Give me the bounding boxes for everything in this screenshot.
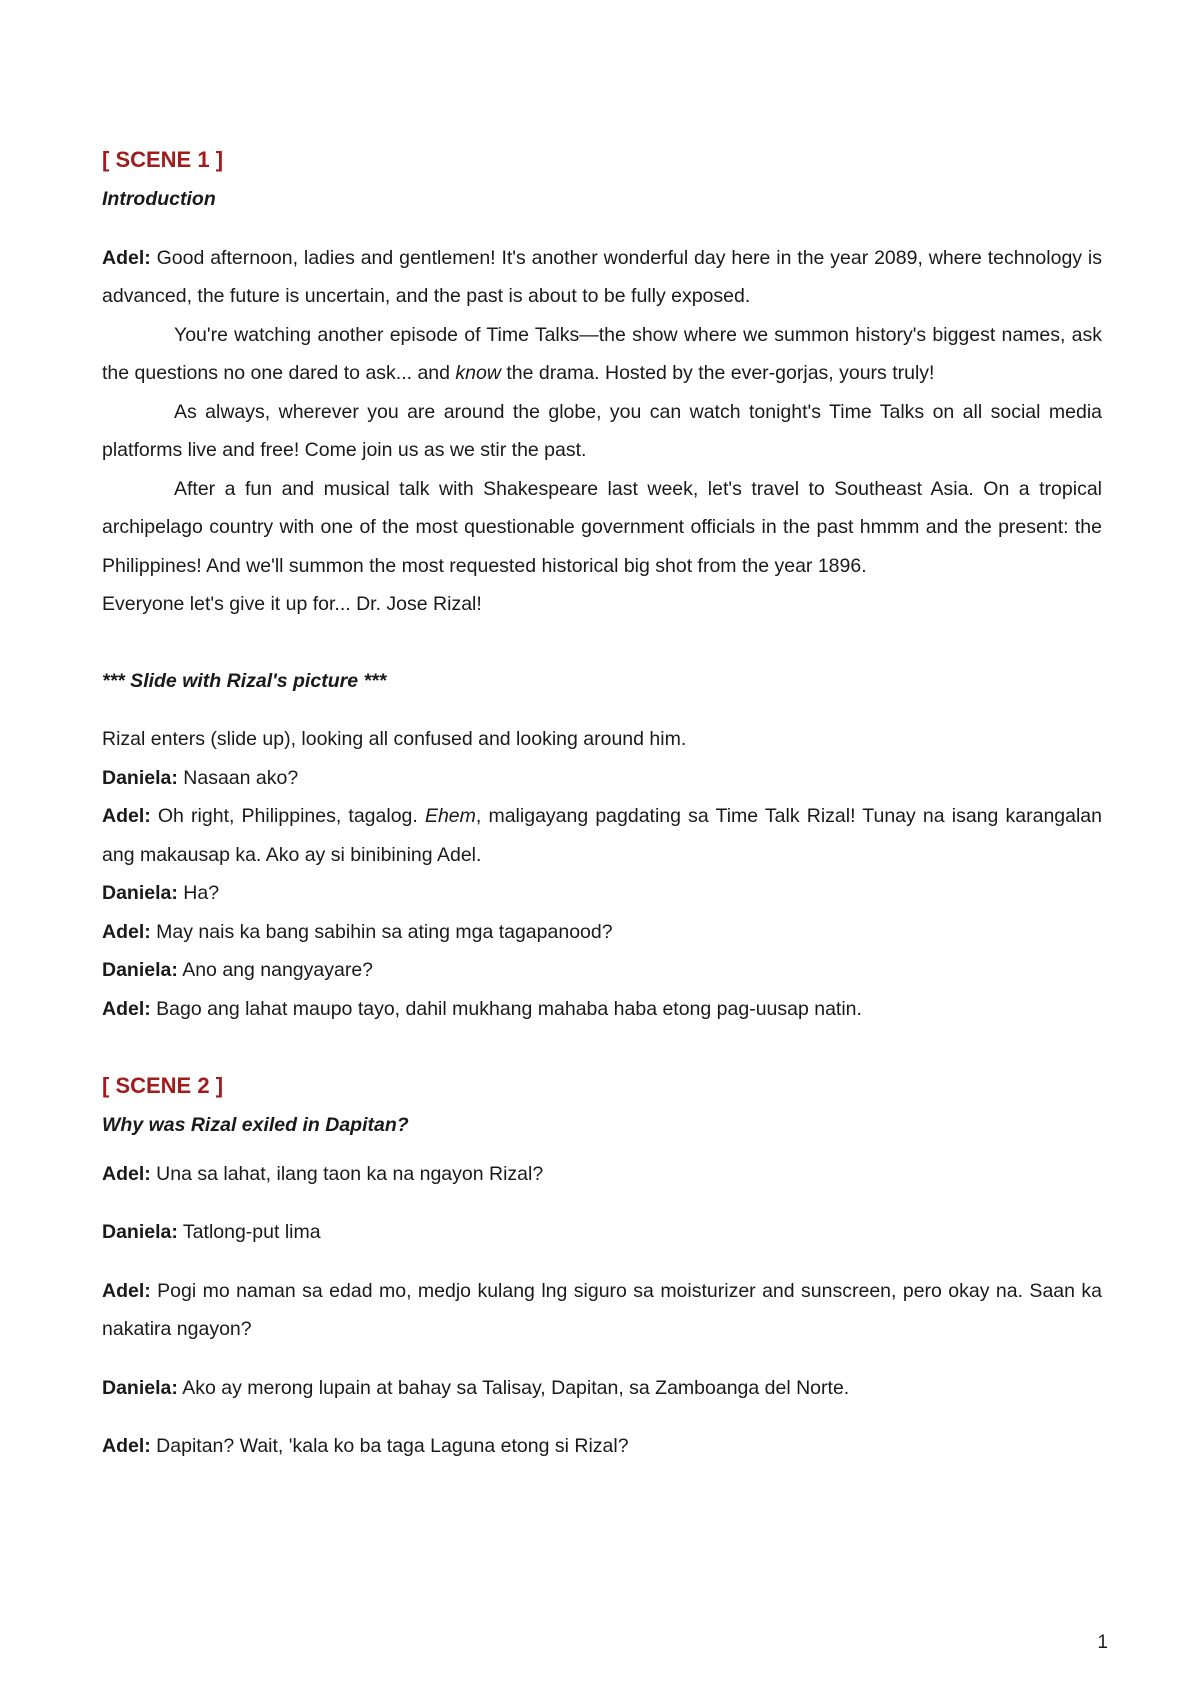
intro-paragraph-4: After a fun and musical talk with Shakespeare last week, let's travel to Southeast Asia. On a tropical archipelago country with one of the most questionable government officials in the past hmmm and the present: the Philippines! And we'll summon the most requested historical big shot from the year 1896.: [102, 477, 1102, 577]
emphasis-text: Ehem: [424, 805, 476, 827]
dialogue-line: [102, 874, 1102, 913]
dialogue-line: [102, 1155, 1102, 1194]
scene-1-heading: [ SCENE 1 ]: [102, 147, 224, 172]
dialogue-line: [102, 913, 1102, 952]
dialogue-text: Bago ang lahat maupo tayo, dahil mukhang mahaba haba etong pag-uusap natin.: [150, 997, 862, 1020]
spacer: [102, 624, 1102, 662]
scene-2-subtitle: Why was Rizal exiled in Dapitan?: [102, 1114, 409, 1136]
speaker-label: Daniela:: [102, 766, 178, 789]
dialogue-line: [102, 990, 1102, 1029]
dialogue-line: [102, 1272, 1102, 1349]
spacer: [102, 1145, 1102, 1155]
dialogue-line: [102, 759, 1102, 798]
dialogue-text: Nasaan ako?: [177, 766, 299, 789]
dialogue-text: , maligayang pagdating sa Time Talk Rizal! Tunay na isang karangalan ang makausap ka. Ako ay si binibining Adel.: [102, 805, 1102, 866]
dialogue-text: Ako ay merong lupain at bahay sa Talisay, Dapitan, sa Zamboanga del Norte.: [177, 1376, 850, 1399]
spacer: [102, 1349, 1102, 1369]
dialogue-text: May nais ka bang sabihin sa ating mga tagapanood?: [150, 920, 613, 943]
scene-2-heading: [ SCENE 2 ]: [102, 1073, 224, 1098]
speaker-label: Adel:: [102, 246, 151, 269]
paragraph-text: the drama. Hosted by the ever-gorjas, yours truly!: [500, 362, 935, 384]
dialogue-text: Ha?: [177, 882, 220, 904]
spacer: [102, 700, 1102, 720]
spacer: [102, 1252, 1102, 1272]
dialogue-text: Ano ang nangyayare?: [177, 959, 374, 981]
speaker-label: Adel:: [102, 805, 151, 827]
intro-paragraph: [102, 239, 1102, 316]
speaker-label: Adel:: [102, 920, 151, 943]
dialogue-text: Dapitan? Wait, 'kala ko ba taga Laguna etong si Rizal?: [150, 1435, 629, 1457]
spacer: [102, 219, 1102, 239]
speaker-label: Daniela:: [102, 959, 178, 981]
scene-1-subtitle: Introduction: [102, 188, 216, 210]
spacer: [102, 1407, 1102, 1427]
spacer: [102, 1193, 1102, 1213]
speaker-label: Daniela:: [102, 1376, 178, 1399]
dialogue-text: Una sa lahat, ilang taon ka na ngayon Rizal?: [150, 1162, 544, 1185]
dialogue-line: [102, 797, 1102, 874]
dialogue-text: Oh right, Philippines, tagalog.: [150, 805, 425, 827]
slide-note: *** Slide with Rizal's picture ***: [102, 669, 387, 692]
speaker-label: Daniela:: [102, 1221, 178, 1243]
speaker-label: Adel:: [102, 997, 151, 1020]
dialogue-text: Tatlong-put lima: [177, 1221, 321, 1243]
spacer: [102, 1028, 1102, 1066]
dialogue-line: [102, 951, 1102, 990]
speaker-label: Adel:: [102, 1162, 151, 1185]
stage-direction: Rizal enters (slide up), looking all confused and looking around him.: [102, 728, 687, 750]
dialogue-line: [102, 1369, 1102, 1408]
speaker-label: Adel:: [102, 1279, 151, 1302]
dialogue-text: Good afternoon, ladies and gentlemen! It's another wonderful day here in the year 2089, where technology is advanced, the future is uncertain, and the past is about to be fully exposed.: [102, 246, 1102, 307]
dialogue-line: [102, 1213, 1102, 1252]
speaker-label: Adel:: [102, 1435, 151, 1457]
page-number: 1: [1097, 1632, 1108, 1653]
intro-paragraph-3: As always, wherever you are around the globe, you can watch tonight's Time Talks on all social media platforms live and free! Come join us as we stir the past.: [102, 400, 1102, 461]
intro-paragraph-2: [102, 316, 1102, 393]
document-body: [102, 140, 1102, 1466]
dialogue-line: [102, 1427, 1102, 1466]
dialogue-text: Pogi mo naman sa edad mo, medjo kulang lng siguro sa moisturizer and sunscreen, pero okay na. Saan ka nakatira ngayon?: [102, 1279, 1102, 1340]
paragraph-text: You're watching another episode of Time Talks—the show where we summon history's biggest names, ask the questions no one dared to ask... and: [102, 323, 1102, 384]
speaker-label: Daniela:: [102, 882, 178, 904]
intro-paragraph-5: Everyone let's give it up for... Dr. Jose Rizal!: [102, 593, 482, 615]
emphasis-text: know: [455, 362, 501, 384]
